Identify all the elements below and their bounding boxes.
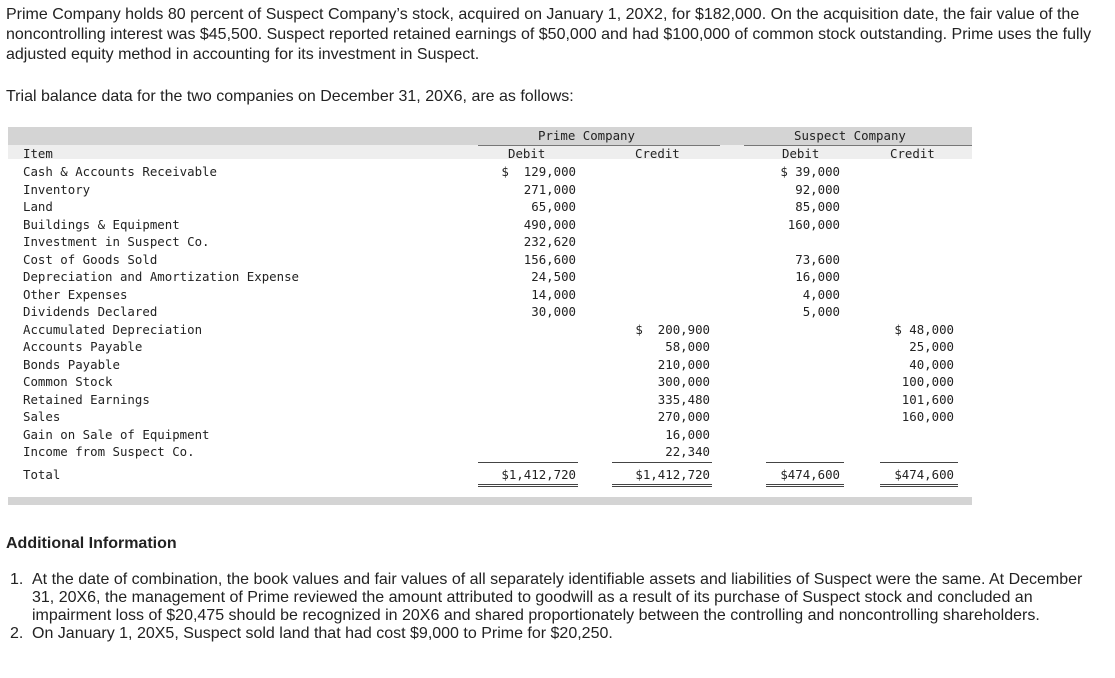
table-row-item: Land xyxy=(23,199,53,214)
suspect-header-underline xyxy=(744,145,972,146)
table-row-item: Investment in Suspect Co. xyxy=(23,234,210,249)
table-row-suspect-debit: 160,000 xyxy=(787,216,840,232)
table-row-item: Sales xyxy=(23,409,61,424)
suspect-debit-total-rule xyxy=(766,462,844,463)
note-number: 2. xyxy=(10,625,24,642)
table-row-item: Bonds Payable xyxy=(23,356,120,372)
table-row-prime-credit: 210,000 xyxy=(657,356,710,372)
table-row-prime-credit: 270,000 xyxy=(657,409,710,424)
table-row-prime-debit: 490,000 xyxy=(523,216,576,232)
additional-info-item xyxy=(4,571,1104,625)
additional-info-title: Additional Information xyxy=(6,535,177,552)
table-row-item: Accumulated Depreciation xyxy=(23,321,203,337)
total-row-item: Total xyxy=(23,467,61,482)
table-row-suspect-credit: 101,600 xyxy=(901,391,954,407)
prime-company-header: Prime Company xyxy=(538,128,635,143)
additional-info-item xyxy=(4,625,1104,643)
table-row-item: Accounts Payable xyxy=(23,339,143,354)
note-text: At the date of combination, the book values and fair values of all separately identifiable assets and liabilities of Suspect were the same. At December 31, 20X6, the management of Prime reviewed the amount attributed to goodwill as a result of its purchase of Suspect stock and concluded an impairment loss of $20,475 should be recognized in 20X6 and shared proportionately between the controlling and noncontrolling shareholders. xyxy=(32,571,1083,624)
prime-credit-double-rule xyxy=(612,484,712,487)
table-row-suspect-debit: 85,000 xyxy=(795,199,840,214)
table-row-prime-credit: 300,000 xyxy=(657,374,710,389)
table-row-prime-debit: 271,000 xyxy=(523,181,576,197)
table-row-suspect-debit: 92,000 xyxy=(795,181,840,197)
item-column-header: Item xyxy=(23,146,53,161)
problem-intro: Prime Company holds 80 percent of Suspect Company’s stock, acquired on January 1, 20X2, for $182,000. On the acquisition date, the fair value of the noncontrolling interest was $45,500. Suspect reported retained earnings of $50,000 and had $100,000 of common stock outstanding. Prime uses the fully adjusted equity method in accounting for its investment in Suspect. xyxy=(6,6,1092,63)
table-row-suspect-debit: 73,600 xyxy=(795,251,840,267)
suspect-credit-double-rule xyxy=(880,484,958,487)
table-row-item: Inventory xyxy=(23,181,91,197)
table-row-item: Common Stock xyxy=(23,374,113,389)
table-row-suspect-credit: 100,000 xyxy=(901,374,954,389)
prime-debit-double-rule xyxy=(478,484,578,487)
note-text: On January 1, 20X5, Suspect sold land that had cost $9,000 to Prime for $20,250. xyxy=(32,625,613,642)
additional-info-list xyxy=(4,571,1104,643)
table-row-item: Gain on Sale of Equipment xyxy=(23,426,210,442)
suspect-credit-total-rule xyxy=(880,462,958,463)
total-row-suspect-credit: $474,600 xyxy=(894,467,954,482)
subheader-band xyxy=(8,145,972,159)
table-row-item: Other Expenses xyxy=(23,286,128,302)
table-row-suspect-debit: 16,000 xyxy=(795,269,840,284)
table-row-suspect-credit: $ 48,000 xyxy=(894,321,954,337)
table-row-suspect-credit: 40,000 xyxy=(909,356,954,372)
suspect-company-header: Suspect Company xyxy=(794,128,906,143)
table-row-prime-debit: 24,500 xyxy=(531,269,576,284)
table-row-item: Dividends Declared xyxy=(23,304,158,319)
table-row-prime-credit: 335,480 xyxy=(657,391,710,407)
table-row-item: Buildings & Equipment xyxy=(23,216,180,232)
table-row-item: Depreciation and Amortization Expense xyxy=(23,269,300,284)
table-row-suspect-debit: 4,000 xyxy=(802,286,840,302)
suspect-credit-header: Credit xyxy=(890,146,935,161)
table-row-prime-credit: $ 200,900 xyxy=(635,321,710,337)
table-row-item: Cash & Accounts Receivable xyxy=(23,164,217,179)
table-row-suspect-debit: 5,000 xyxy=(802,304,840,319)
table-row-prime-debit: $ 129,000 xyxy=(501,164,576,179)
table-row-item: Retained Earnings xyxy=(23,391,150,407)
table-row-prime-debit: 156,600 xyxy=(523,251,576,267)
prime-debit-total-rule xyxy=(478,462,578,463)
table-row-suspect-credit: 25,000 xyxy=(909,339,954,354)
table-row-suspect-debit: $ 39,000 xyxy=(780,164,840,179)
table-footer-band xyxy=(8,497,972,505)
total-row-prime-debit: $1,412,720 xyxy=(501,467,576,482)
table-row-prime-debit: 14,000 xyxy=(531,286,576,302)
suspect-debit-header: Debit xyxy=(782,146,820,161)
trial-balance-lead: Trial balance data for the two companies on December 31, 20X6, are as follows: xyxy=(6,88,574,105)
table-row-prime-debit: 232,620 xyxy=(523,234,576,249)
table-row-prime-credit: 16,000 xyxy=(665,426,710,442)
table-row-item: Income from Suspect Co. xyxy=(23,444,195,459)
table-row-item: Cost of Goods Sold xyxy=(23,251,158,267)
total-row-suspect-debit: $474,600 xyxy=(780,467,840,482)
trial-balance-table xyxy=(8,127,972,505)
table-row-prime-debit: 30,000 xyxy=(531,304,576,319)
prime-debit-header: Debit xyxy=(508,146,546,161)
prime-credit-header: Credit xyxy=(635,146,680,161)
table-row-prime-debit: 65,000 xyxy=(531,199,576,214)
note-number: 1. xyxy=(10,571,24,588)
prime-credit-total-rule xyxy=(612,462,712,463)
total-row-prime-credit: $1,412,720 xyxy=(635,467,710,482)
table-row-prime-credit: 22,340 xyxy=(665,444,710,459)
table-row-prime-credit: 58,000 xyxy=(665,339,710,354)
table-row-suspect-credit: 160,000 xyxy=(901,409,954,424)
suspect-debit-double-rule xyxy=(766,484,844,487)
